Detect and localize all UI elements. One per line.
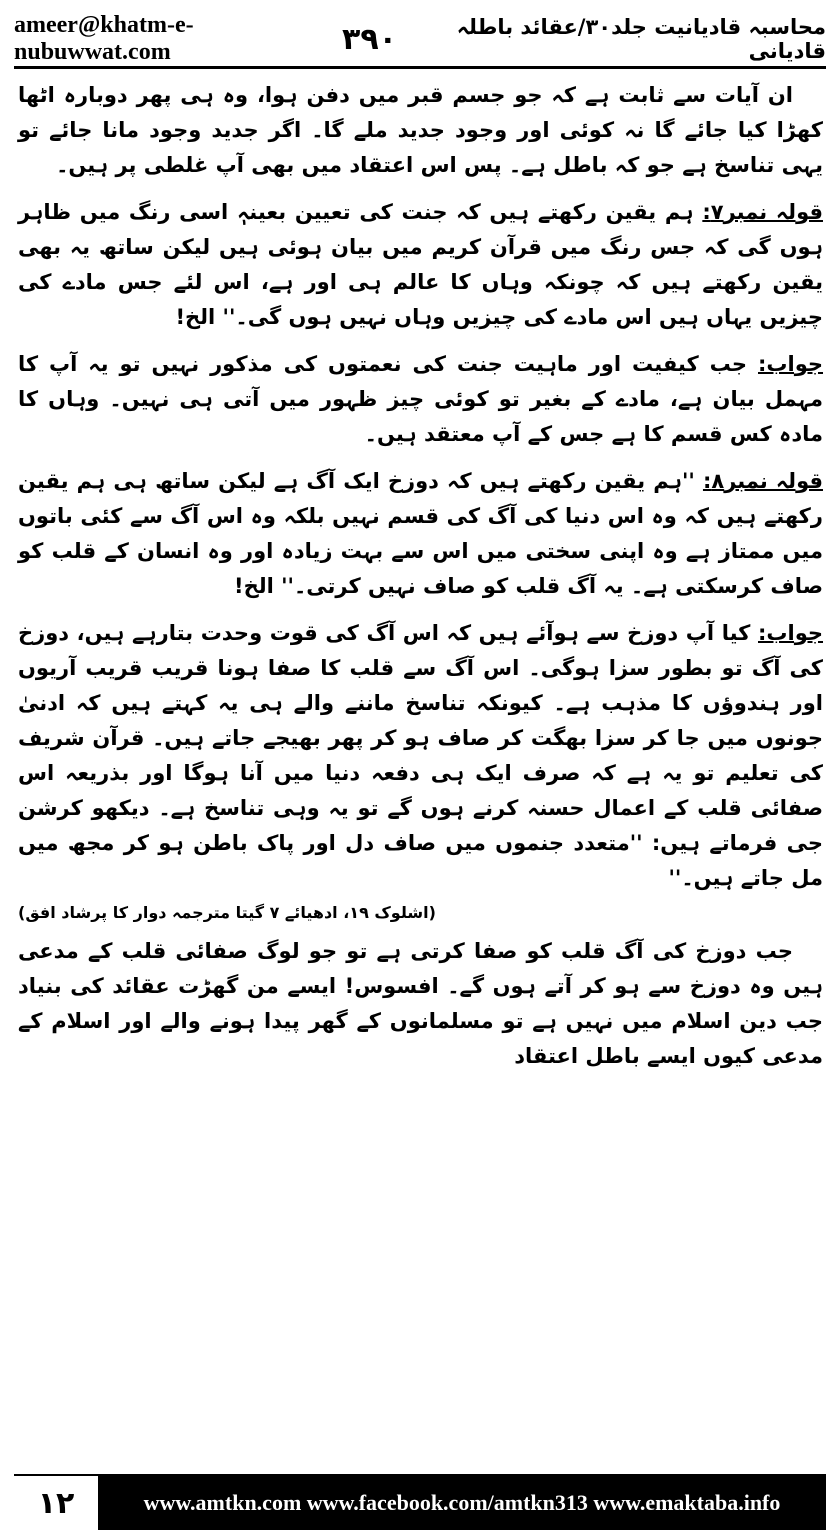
paragraph-qaul-8	[18, 464, 823, 604]
qaul-7-label: قولہ نمبر۷:	[702, 200, 823, 224]
header-email: ameer@khatm-e-nubuwwat.com	[14, 12, 194, 65]
jawab-8-text: کیا آپ دوزخ سے ہوآئے ہیں کہ اس آگ کی قوت وحدت بتارہے ہیں، دوزخ کی آگ تو بطور سزا ہوگی۔ اس آگ سے قلب کا صفا ہونا قریب قریب آریوں اور ہندوؤں کا مذہب ہے۔ کیونکہ تناسخ ماننے والے ہی یہ کہتے ہیں کہ ادنیٰ جونوں میں جا کر سزا بھگت کر صاف ہو کر پھر بھیجے جاتے ہیں۔ قرآن شریف کی تعلیم تو یہ ہے کہ صرف ایک ہی دفعہ دنیا میں آنا ہوگا اور بذریعہ اس صفائی قلب کے اعمال حسنہ کرنے ہوں گے تو یہ وہی تناسخ ہے۔ دیکھو کرشن جی فرماتے ہیں: ''متعدد جنموں میں صاف دل اور پاک باطن ہو کر مجھ میں مل جاتے ہیں۔''	[18, 621, 823, 890]
paragraph-last: جب دوزخ کی آگ قلب کو صفا کرتی ہے تو جو لوگ صفائی قلب کے مدعی ہیں وہ دوزخ سے ہو کر آتے ہوں گے۔ افسوس! ایسے من گھڑت عقائد کی بنیاد جب دین اسلام میں نہیں ہے تو مسلمانوں کے گھر پیدا ہونے والے اور اسلام کے مدعی کیوں ایسے باطل اعتقاد	[18, 939, 823, 1068]
header-divider	[14, 66, 826, 69]
header-page-number: ۳۹۰	[342, 21, 397, 57]
jawab-7-label: جواب:	[758, 352, 823, 376]
page-footer	[14, 1476, 826, 1530]
qaul-7-text: ہم یقین رکھتے ہیں کہ جنت کی تعیین بعینہٖ اسی رنگ میں ظاہر ہوں گی کہ جس رنگ میں قرآن کریم میں بیان ہوئی ہیں لیکن ساتھ یہ بھی یقین رکھتے ہیں کہ چونکہ وہاں کا عالم ہی اور ہے، اس لئے جس مادے کی چیزیں یہاں ہیں اس مادے کی چیزیں وہاں نہیں ہوں گی۔'' الخ!	[18, 200, 823, 329]
running-title: محاسبہ قادیانیت جلد۳۰/عقائد باطلہ قادیانی	[456, 15, 826, 63]
qaul-8-text: ''ہم یقین رکھتے ہیں کہ دوزخ ایک آگ ہے لیکن ساتھ ہی ہم یقین رکھتے ہیں کہ وہ اس دنیا کی آگ کی قسم نہیں بلکہ وہ اس آگ سے کئی باتوں میں ممتاز ہے وہ اپنی سختی میں اس سے بہت زیادہ اور وہ انسان کے قلب کو صاف کرسکتی ہے۔ یہ آگ قلب کو صاف نہیں کرتی۔'' الخ!	[18, 469, 823, 598]
page-body	[18, 78, 823, 1086]
paragraph-1: ان آیات سے ثابت ہے کہ جو جسم قبر میں دفن ہوا، وہ ہی پھر دوبارہ اٹھا کھڑا کیا جائے گا نہ کوئی اور وجود جدید ملے گا۔ اگر جدید وجود مانا جائے تو یہی تناسخ ہے جو کہ باطل ہے۔ پس اس اعتقاد میں بھی آپ غلطی پر ہیں۔	[18, 83, 823, 177]
gita-citation: (اشلوک ۱۹، ادھیائے ۷ گیتا مترجمہ دوار کا پرشاد افق)	[18, 903, 436, 922]
page-header	[14, 10, 826, 68]
paragraph-qaul-7	[18, 195, 823, 335]
paragraph-jawab-8	[18, 616, 823, 896]
header-left-group	[14, 12, 397, 66]
qaul-8-label: قولہ نمبر۸:	[702, 469, 823, 493]
jawab-7-text: جب کیفیت اور ماہیت جنت کی نعمتوں کی مذکور نہیں تو یہ آپ کا مہمل بیان ہے، مادے کے بغیر تو کوئی چیز ظہور میں آتی ہی نہیں۔ وہاں کا مادہ کس قسم کا ہے جس کے آپ معتقد ہیں۔	[18, 352, 823, 446]
jawab-8-label: جواب:	[758, 621, 823, 645]
paragraph-jawab-7	[18, 347, 823, 452]
footer-page-number: ۱۲	[37, 1485, 75, 1521]
footer-links: www.amtkn.com www.facebook.com/amtkn313 www.emaktaba.info	[98, 1476, 826, 1530]
